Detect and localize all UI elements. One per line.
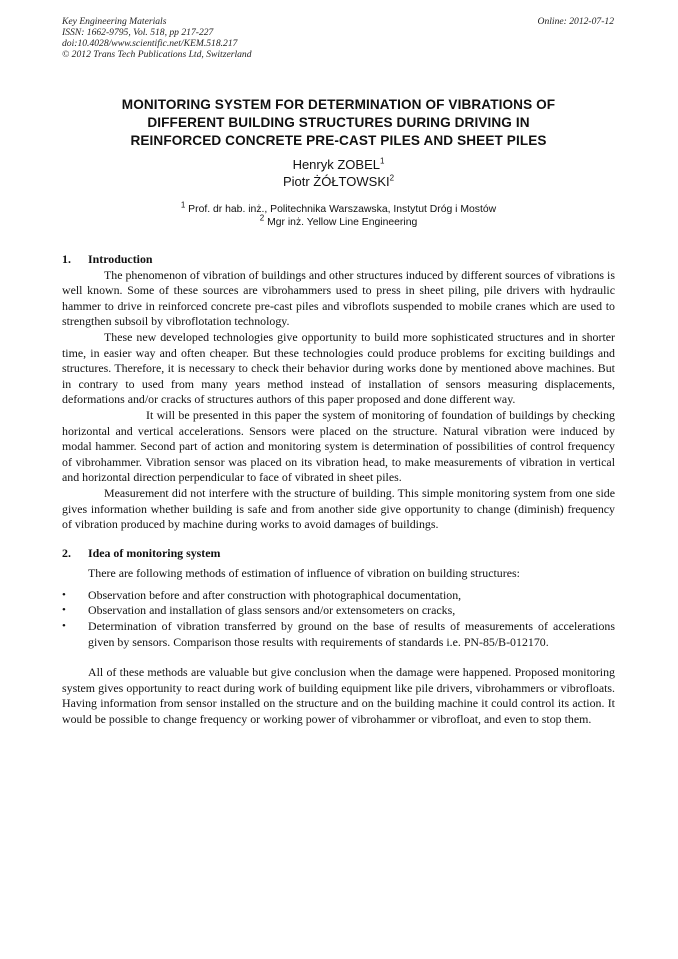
journal-name: Key Engineering Materials: [62, 16, 167, 27]
affiliations: [62, 200, 615, 229]
affiliation-2: [62, 213, 615, 229]
author-1: [62, 156, 615, 173]
bullet-icon: •: [62, 604, 66, 617]
spacer: [62, 533, 615, 546]
author-2: [62, 173, 615, 190]
title-line-3: REINFORCED CONCRETE PRE-CAST PILES AND SHEET PILES: [130, 133, 547, 148]
section-number: 2.: [62, 545, 71, 560]
list-item: [62, 619, 615, 650]
publication-info: [62, 16, 252, 60]
affiliation-text: Mgr inż. Yellow Line Engineering: [267, 217, 418, 228]
paragraph: It will be presented in this paper the system of monitoring of foundation of buildings by checking horizontal and vertical accelerations. Sensors were placed on the structure. Natural vibration were induced by modal hammer. Second part of action and monitoring system is determination of possibilities of control frequency of vibrohammer. Vibration sensor was placed on its vibration head, to make measurements of vibration in vertical and horizontal direction perpendicular to face of vibrated in sheet piles.: [62, 407, 615, 485]
copyright-line: © 2012 Trans Tech Publications Ltd, Switzerland: [62, 49, 252, 60]
section-title: Idea of monitoring system: [88, 545, 221, 560]
paragraph: Measurement did not interfere with the structure of building. This simple monitoring system from one side gives information whether building is safe and from another side give opportunity to change (diminish) frequency of vibration produced by machine during works to avoid damages of buildings.: [62, 485, 615, 532]
list-item: [62, 603, 615, 619]
bullet-icon: •: [62, 588, 66, 601]
paragraph: All of these methods are valuable but give conclusion when the damage were happened. Proposed monitoring system gives opportunity to react during work of building equipment like pile drivers, vibrohammers or vibrofloats. Having information from sensor installed on the structure and on the building machine it could control its action. It would be possible to change frequency or working power of vibrohammer or vibrofloat, and even to stop them.: [62, 665, 615, 727]
author-name: Henryk ZOBEL: [292, 157, 380, 172]
paragraph: These new developed technologies give opportunity to build more sophisticated structures and in shorter time, in easier way and often cheaper. But these technologies could produce problems for exciting buildings and structures. Therefore, it is necessary to check their behavior during works done by mentioned above machines. But in contrary to used from many years method instead of installation of sensors measuring displacements, deformations and/or cracks of structures authors of this paper proposed and done different way.: [62, 329, 615, 407]
title-line-2: DIFFERENT BUILDING STRUCTURES DURING DRIVING IN: [147, 115, 530, 130]
author-sup: 2: [389, 173, 395, 183]
paragraph: There are following methods of estimation of influence of vibration on building structures:: [88, 566, 520, 581]
list-item-text: Determination of vibration transferred by ground on the base of results of measurements of accelerations given by sensors. Comparison those results with requirements of standards i.e. PN-85/B-012170.: [88, 619, 615, 649]
paper-title: [62, 96, 615, 150]
author-list: [62, 156, 615, 190]
list-item-text: Observation before and after construction with photographical documentation,: [88, 587, 462, 602]
section-number: 1.: [62, 252, 71, 266]
list-item-text: Observation and installation of glass sensors and/or extensometers on cracks,: [88, 603, 456, 618]
list-item: [62, 588, 615, 604]
section-heading-idea: [62, 546, 615, 562]
body-text: [62, 252, 615, 728]
methods-list: [62, 588, 615, 650]
issn-line: ISSN: 1662-9795, Vol. 518, pp 217-227: [62, 27, 214, 38]
author-sup: 1: [379, 156, 385, 166]
title-line-1: MONITORING SYSTEM FOR DETERMINATION OF VIBRATIONS OF: [121, 97, 556, 112]
paragraph: The phenomenon of vibration of buildings and other structures induced by different sources of vibrations is well known. Some of these sources are vibrohammers used to press in sheet piling, pile drivers with hydraulic hammer to drive in reinforced concrete pre-cast piles and vibroflots suspended to mobile cranes which are used to strengthen subsoil by vibroflotation technology.: [62, 267, 615, 329]
online-date: Online: 2012-07-12: [537, 16, 614, 27]
author-name: Piotr ŻÓŁTOWSKI: [282, 174, 390, 189]
affiliation-text: Prof. dr hab. inż., Politechnika Warszawska, Instytut Dróg i Mostów: [188, 204, 497, 215]
affiliation-sup: 1: [180, 200, 186, 210]
bullet-icon: •: [62, 620, 66, 633]
section-title: Introduction: [88, 252, 153, 266]
affiliation-sup: 2: [259, 213, 265, 223]
doi-line: doi:10.4028/www.scientific.net/KEM.518.217: [62, 38, 238, 49]
section-heading-introduction: [62, 252, 615, 268]
affiliation-1: [62, 200, 615, 216]
